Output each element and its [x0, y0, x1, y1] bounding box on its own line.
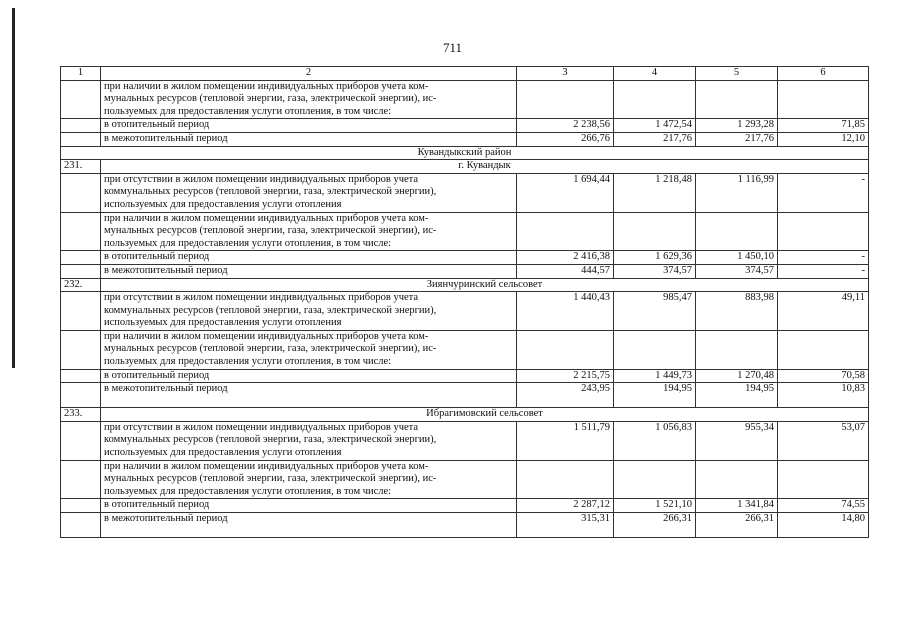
- row-number-cell: [61, 369, 101, 383]
- value-cell: [778, 212, 869, 251]
- locality-title: Зиянчуринский сельсовет: [101, 278, 869, 292]
- row-number-cell: [61, 513, 101, 538]
- description-line: мунальных ресурсов (тепловой энергии, газа, электрической энергии), ис-: [104, 473, 437, 485]
- row-number-cell: [61, 292, 101, 331]
- locality-row: [61, 160, 869, 174]
- column-header: 1: [61, 67, 101, 81]
- value-cell: 1 511,79: [517, 421, 614, 460]
- description-cell: [101, 421, 517, 460]
- value-cell: 2 287,12: [517, 499, 614, 513]
- value-cell: 1 472,54: [614, 119, 696, 133]
- row-number-cell: [61, 460, 101, 499]
- description-line: пользуемых для предоставления услуги отопления, в том числе:: [104, 105, 392, 117]
- row-number-cell: [61, 251, 101, 265]
- row-number-cell: [61, 383, 101, 408]
- value-cell: 1 293,28: [696, 119, 778, 133]
- value-cell: 985,47: [614, 292, 696, 331]
- description-line: при наличии в жилом помещении индивидуальных приборов учета ком-: [104, 460, 429, 472]
- description-cell: [101, 330, 517, 369]
- locality-row: [61, 408, 869, 422]
- description-cell: [101, 173, 517, 212]
- description-cell: [101, 212, 517, 251]
- locality-number: 231.: [61, 160, 101, 174]
- row-number-cell: [61, 132, 101, 146]
- period-label: в отопительный период: [101, 369, 517, 383]
- value-cell: -: [778, 251, 869, 265]
- period-label: в межотопительный период: [101, 383, 517, 408]
- table-row: [61, 119, 869, 133]
- value-cell: 49,11: [778, 292, 869, 331]
- table-row: [61, 264, 869, 278]
- description-line: используемых для предоставления услуги отопления: [104, 198, 342, 210]
- column-header: 3: [517, 67, 614, 81]
- period-label: в межотопительный период: [101, 132, 517, 146]
- description-line: при отсутствии в жилом помещении индивидуальных приборов учета: [104, 421, 419, 433]
- value-cell: 1 521,10: [614, 499, 696, 513]
- value-cell: [696, 212, 778, 251]
- value-cell: 1 341,84: [696, 499, 778, 513]
- description-cell: [101, 460, 517, 499]
- description-line: при наличии в жилом помещении индивидуальных приборов учета ком-: [104, 330, 429, 342]
- value-cell: 1 056,83: [614, 421, 696, 460]
- period-label: в межотопительный период: [101, 513, 517, 538]
- row-number-cell: [61, 330, 101, 369]
- value-cell: 14,80: [778, 513, 869, 538]
- table-row: [61, 460, 869, 499]
- district-row: [61, 146, 869, 160]
- table-row: [61, 513, 869, 538]
- description-line: мунальных ресурсов (тепловой энергии, газа, электрической энергии), ис-: [104, 93, 437, 105]
- value-cell: 266,31: [696, 513, 778, 538]
- value-cell: 266,31: [614, 513, 696, 538]
- value-cell: 1 116,99: [696, 173, 778, 212]
- description-line: при наличии в жилом помещении индивидуальных приборов учета ком-: [104, 80, 429, 92]
- value-cell: [614, 212, 696, 251]
- value-cell: 266,76: [517, 132, 614, 146]
- value-cell: 955,34: [696, 421, 778, 460]
- table-row: [61, 173, 869, 212]
- description-line: пользуемых для предоставления услуги отопления, в том числе:: [104, 356, 392, 368]
- table-row: [61, 369, 869, 383]
- description-line: коммунальных ресурсов (тепловой энергии, газа, электрической энергии),: [104, 434, 437, 446]
- value-cell: 374,57: [614, 264, 696, 278]
- description-line: пользуемых для предоставления услуги отопления, в том числе:: [104, 237, 392, 249]
- column-header-row: [61, 67, 869, 81]
- description-line: при отсутствии в жилом помещении индивидуальных приборов учета: [104, 292, 419, 304]
- description-line: мунальных ресурсов (тепловой энергии, газа, электрической энергии), ис-: [104, 225, 437, 237]
- locality-number: 233.: [61, 408, 101, 422]
- tariff-table: [60, 66, 869, 538]
- value-cell: [696, 330, 778, 369]
- value-cell: 444,57: [517, 264, 614, 278]
- value-cell: 217,76: [696, 132, 778, 146]
- value-cell: 1 450,10: [696, 251, 778, 265]
- district-title: Кувандыкский район: [61, 146, 869, 160]
- table-row: [61, 292, 869, 331]
- value-cell: 1 449,73: [614, 369, 696, 383]
- value-cell: 194,95: [696, 383, 778, 408]
- locality-number: 232.: [61, 278, 101, 292]
- column-header: 4: [614, 67, 696, 81]
- value-cell: 71,85: [778, 119, 869, 133]
- description-line: используемых для предоставления услуги отопления: [104, 447, 342, 459]
- column-header: 5: [696, 67, 778, 81]
- page-number: 711: [442, 40, 463, 55]
- value-cell: 2 215,75: [517, 369, 614, 383]
- description-line: коммунальных ресурсов (тепловой энергии, газа, электрической энергии),: [104, 186, 437, 198]
- value-cell: 74,55: [778, 499, 869, 513]
- column-header: 6: [778, 67, 869, 81]
- value-cell: 1 270,48: [696, 369, 778, 383]
- value-cell: [696, 460, 778, 499]
- value-cell: 315,31: [517, 513, 614, 538]
- period-label: в отопительный период: [101, 119, 517, 133]
- value-cell: 1 629,36: [614, 251, 696, 265]
- value-cell: 2 238,56: [517, 119, 614, 133]
- row-number-cell: [61, 421, 101, 460]
- value-cell: 12,10: [778, 132, 869, 146]
- value-cell: 217,76: [614, 132, 696, 146]
- period-label: в отопительный период: [101, 499, 517, 513]
- table-row: [61, 80, 869, 119]
- value-cell: [614, 80, 696, 119]
- row-number-cell: [61, 173, 101, 212]
- description-line: мунальных ресурсов (тепловой энергии, газа, электрической энергии), ис-: [104, 343, 437, 355]
- value-cell: [517, 460, 614, 499]
- row-number-cell: [61, 499, 101, 513]
- table-row: [61, 421, 869, 460]
- description-line: пользуемых для предоставления услуги отопления, в том числе:: [104, 485, 392, 497]
- value-cell: 1 440,43: [517, 292, 614, 331]
- value-cell: 883,98: [696, 292, 778, 331]
- value-cell: 243,95: [517, 383, 614, 408]
- column-header: 2: [101, 67, 517, 81]
- description-line: коммунальных ресурсов (тепловой энергии, газа, электрической энергии),: [104, 304, 437, 316]
- value-cell: [696, 80, 778, 119]
- value-cell: [778, 330, 869, 369]
- table-row: [61, 251, 869, 265]
- value-cell: 70,58: [778, 369, 869, 383]
- value-cell: 10,83: [778, 383, 869, 408]
- row-number-cell: [61, 212, 101, 251]
- value-cell: 2 416,38: [517, 251, 614, 265]
- table-row: [61, 330, 869, 369]
- value-cell: [517, 80, 614, 119]
- description-line: при наличии в жилом помещении индивидуальных приборов учета ком-: [104, 212, 429, 224]
- value-cell: 53,07: [778, 421, 869, 460]
- value-cell: -: [778, 264, 869, 278]
- value-cell: [517, 330, 614, 369]
- locality-title: Ибрагимовский сельсовет: [101, 408, 869, 422]
- page-margin-bar: [12, 8, 15, 368]
- value-cell: 1 218,48: [614, 173, 696, 212]
- period-label: в отопительный период: [101, 251, 517, 265]
- value-cell: 194,95: [614, 383, 696, 408]
- locality-row: [61, 278, 869, 292]
- description-cell: [101, 292, 517, 331]
- table-row: [61, 383, 869, 408]
- period-label: в межотопительный период: [101, 264, 517, 278]
- value-cell: [614, 460, 696, 499]
- row-number-cell: [61, 264, 101, 278]
- description-line: при отсутствии в жилом помещении индивидуальных приборов учета: [104, 173, 419, 185]
- locality-title: г. Кувандык: [101, 160, 869, 174]
- value-cell: [778, 460, 869, 499]
- table-row: [61, 212, 869, 251]
- description-line: используемых для предоставления услуги отопления: [104, 317, 342, 329]
- table-body: [61, 67, 869, 538]
- value-cell: [517, 212, 614, 251]
- value-cell: [614, 330, 696, 369]
- table-row: [61, 132, 869, 146]
- description-cell: [101, 80, 517, 119]
- row-number-cell: [61, 80, 101, 119]
- value-cell: [778, 80, 869, 119]
- value-cell: 1 694,44: [517, 173, 614, 212]
- value-cell: -: [778, 173, 869, 212]
- table-row: [61, 499, 869, 513]
- row-number-cell: [61, 119, 101, 133]
- value-cell: 374,57: [696, 264, 778, 278]
